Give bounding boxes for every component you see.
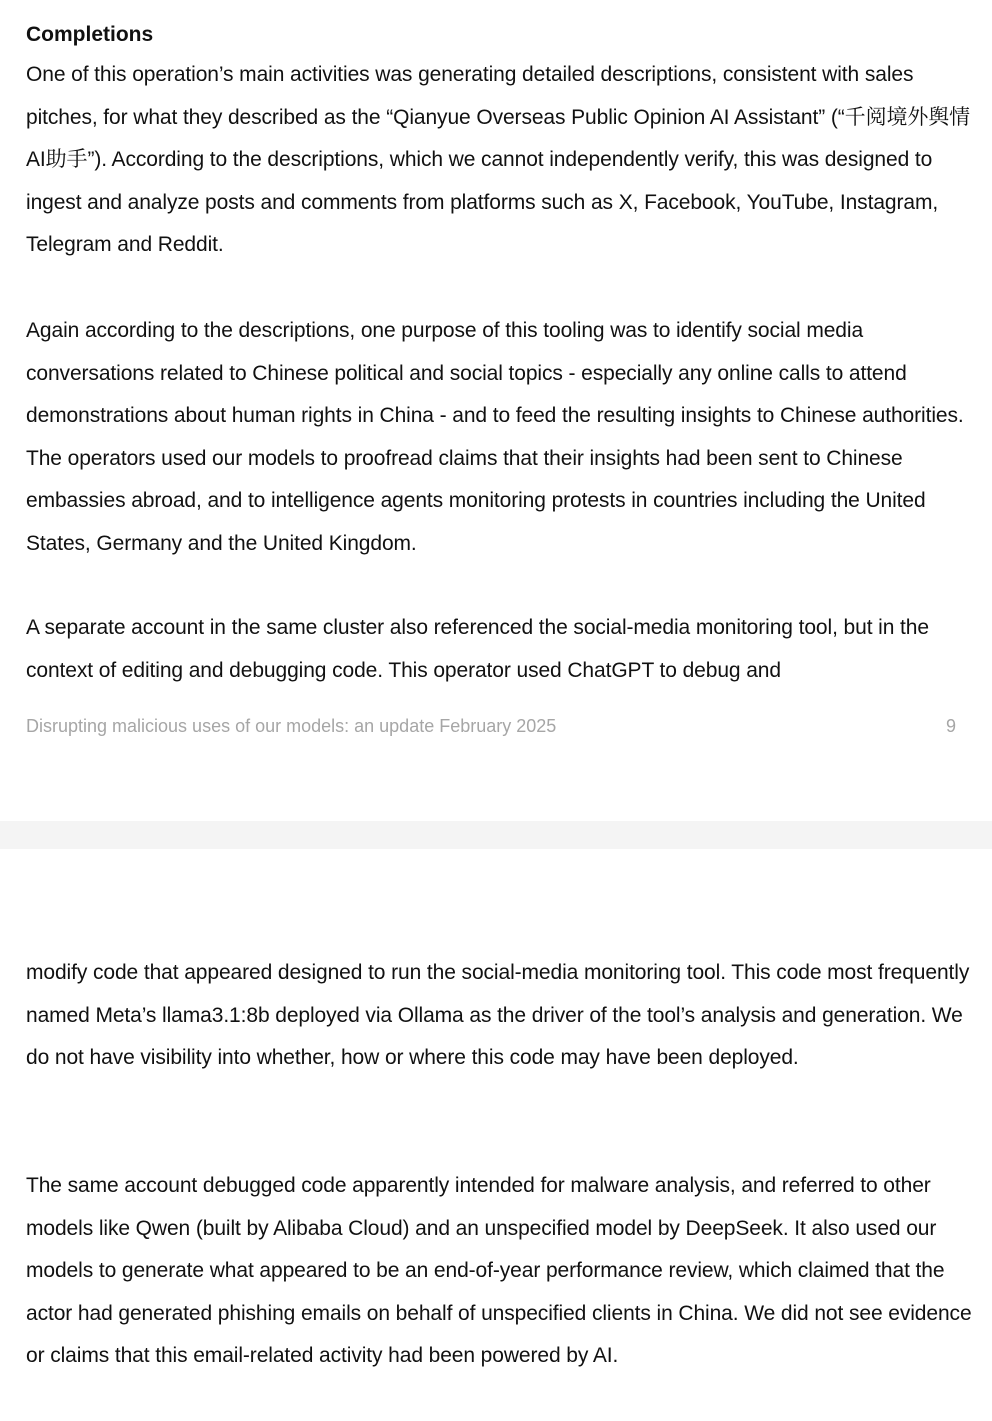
- paragraph-qianyue-description: One of this operation’s main activities was generating detailed descriptions, consistent with sales pitches, for what they described as the “Qianyue Overseas Public Opinion AI Assistant” (“千阅境外舆情AI助手”). According to the descriptions, which we cannot independently verify, this was designed to ingest and analyze posts and comments from platforms such as X, Facebook, YouTube, Instagram, Telegram and Reddit.: [26, 63, 971, 257]
- paragraph-separate-account: A separate account in the same cluster also referenced the social-media monitoring tool, but in the context of editing and debugging code. This operator used ChatGPT to debug and: [26, 616, 929, 682]
- paragraph-malware-analysis: The same account debugged code apparently intended for malware analysis, and referred to other models like Qwen (built by Alibaba Cloud) and an unspecified model by DeepSeek. It also used our models to generate what appeared to be an end-of-year performance review, which claimed that the actor had generated phishing emails on behalf of unspecified clients in China. We did not see evidence or claims that this email-related activity had been powered by AI.: [26, 1174, 972, 1368]
- section-heading: Completions: [26, 23, 154, 46]
- footer-title: Disrupting malicious uses of our models: an update February 2025: [26, 716, 557, 736]
- page-number: 9: [945, 716, 956, 736]
- page-separator: [0, 821, 992, 849]
- document-page-10: [0, 849, 992, 1421]
- paragraph-code-modification: modify code that appeared designed to run the social-media monitoring tool. This code most frequently named Meta’s llama3.1:8b deployed via Ollama as the driver of the tool’s analysis and generation. We do not have visibility into whether, how or where this code may have been deployed.: [26, 961, 970, 1070]
- paragraph-tooling-purpose: Again according to the descriptions, one purpose of this tooling was to identify social media conversations related to Chinese political and social topics - especially any online calls to attend demonstrations about human rights in China - and to feed the resulting insights to Chinese authorities. The operators used our models to proofread claims that their insights had been sent to Chinese embassies abroad, and to intelligence agents monitoring protests in countries including the United States, Germany and the United Kingdom.: [26, 319, 964, 555]
